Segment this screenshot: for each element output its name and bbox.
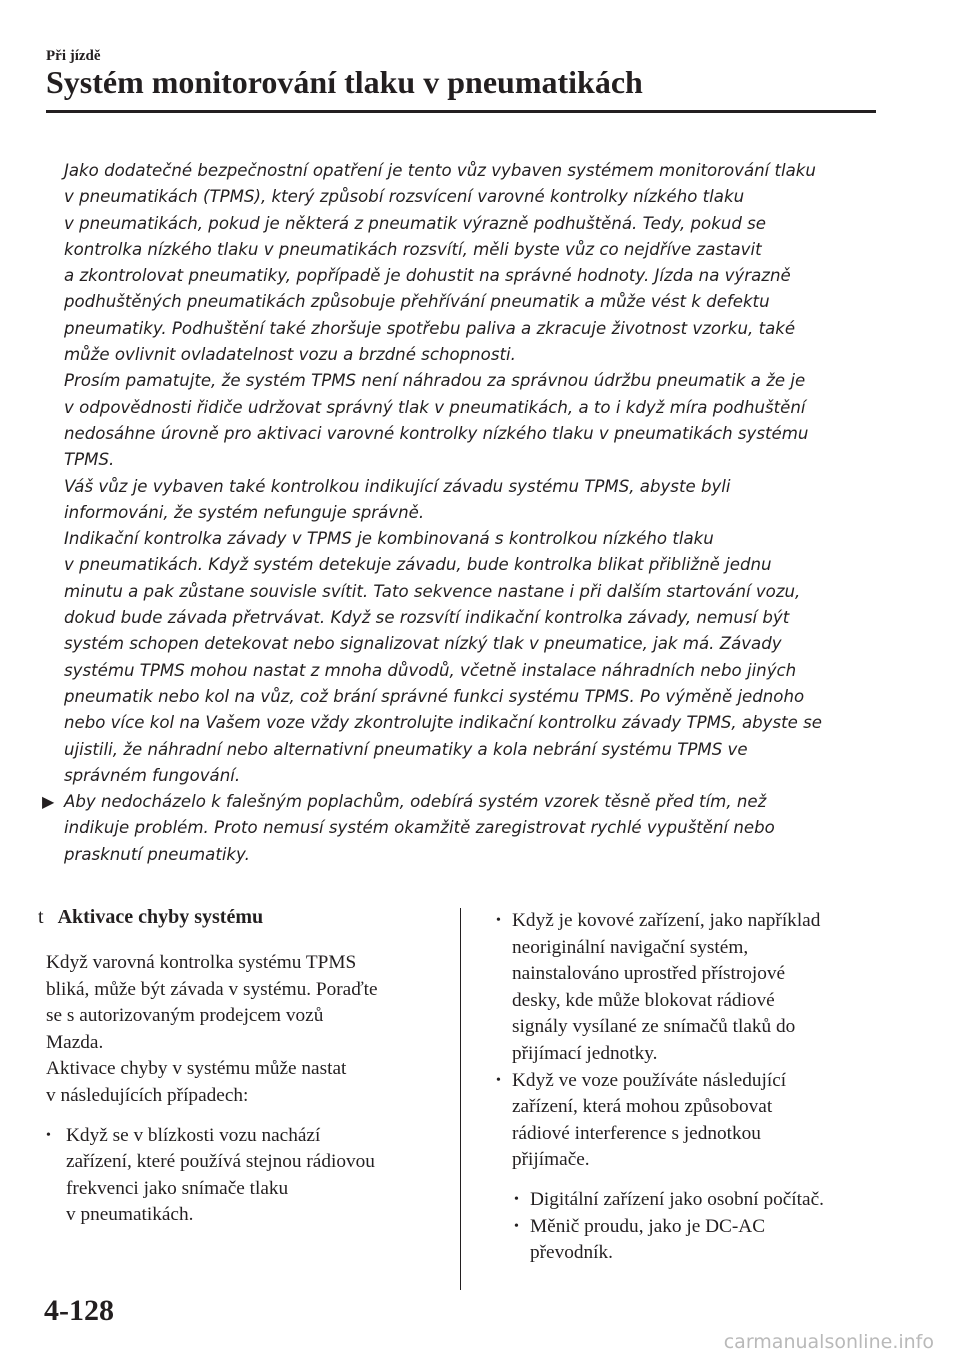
- intro-line: informováni, že systém nefunguje správně.: [64, 502, 425, 522]
- bullet-line: zařízení, která mohou způsobovat: [512, 1096, 773, 1118]
- bullet-line: neoriginální navigační systém,: [512, 936, 749, 958]
- bullet-list: [496, 908, 896, 1174]
- intro-line: a zkontrolovat pneumatiky, popřípadě je dohustit na správné hodnoty. Jízda na výrazně: [64, 266, 791, 286]
- intro-line: ujistili, že náhradní nebo alternativní pneumatiky a kola nebrání systému TPMS ve: [64, 739, 748, 759]
- intro-line: správném fungování.: [64, 765, 241, 785]
- intro-line: nedosáhne úrovně pro aktivaci varovné kontrolky nízkého tlaku v pneumatikách systému: [64, 423, 809, 443]
- section-label: Při jízdě: [46, 48, 101, 64]
- bullet-line: Když ve voze používáte následující: [512, 1069, 787, 1091]
- bullet-line: signály vysílané ze snímačů tlaků do: [512, 1016, 796, 1038]
- intro-line: pneumatik nebo kol na vůz, což brání správné funkci systému TPMS. Po výměně jednoho: [64, 686, 805, 706]
- intro-paragraph: [64, 158, 876, 789]
- arrow-right-icon: ▶: [42, 792, 55, 812]
- note-line: Aby nedocházelo k falešným poplachům, odebírá systém vzorek těsně před tím, než: [64, 792, 767, 812]
- bullet-line: v pneumatikách.: [66, 1204, 194, 1226]
- note-line: prasknutí pneumatiky.: [64, 844, 250, 864]
- list-item: [496, 1068, 896, 1174]
- intro-line: Jako dodatečné bezpečnostní opatření je tento vůz vybaven systémem monitorování tlaku: [64, 161, 816, 180]
- intro-line: podhuštěných pneumatikách způsobuje přehřívání pneumatik a může vést k defektu: [64, 292, 770, 312]
- intro-line: dokud bude závada přetrvávat. Když se rozsvítí indikační kontrolka závady, nemusí být: [64, 608, 790, 628]
- bullet-line: přijímací jednotky.: [512, 1042, 658, 1064]
- left-paragraph: [46, 950, 446, 1110]
- intro-note: [42, 789, 876, 868]
- list-item: [46, 1123, 446, 1229]
- intro-line: pneumatiky. Podhuštění také zhoršuje spotřebu paliva a zkracuje životnost vzorku, také: [64, 318, 796, 338]
- bullet-icon: •: [496, 913, 501, 928]
- watermark: carmanualsonline.info: [723, 1331, 934, 1353]
- bullet-line: desky, kde může blokovat rádiové: [512, 989, 775, 1011]
- title-rule: [46, 110, 876, 113]
- list-item: [514, 1187, 896, 1214]
- left-line: se s autorizovaným prodejcem vozů: [46, 1005, 324, 1027]
- left-line: bliká, může být závada v systému. Poraďte: [46, 978, 378, 1000]
- sub-bullet-line: převodník.: [530, 1242, 613, 1264]
- left-line: v následujících případech:: [46, 1084, 249, 1106]
- bullet-line: nainstalováno uprostřed přístrojové: [512, 963, 786, 985]
- intro-block: [42, 158, 876, 868]
- page-number: 4-128: [44, 1294, 114, 1327]
- left-line: Aktivace chyby v systému může nastat: [46, 1058, 347, 1080]
- section-heading: [38, 906, 263, 929]
- intro-line: Prosím pamatujte, že systém TPMS není náhradou za správnou údržbu pneumatik a že je: [64, 371, 806, 391]
- intro-line: v odpovědnosti řidiče udržovat správný tlak v pneumatikách, a to i když míra podhuštění: [64, 397, 806, 417]
- bullet-list: [46, 1123, 446, 1229]
- bullet-line: rádiové interference s jednotkou: [512, 1122, 761, 1144]
- bullet-icon: •: [514, 1218, 519, 1234]
- bullet-icon: •: [514, 1191, 519, 1207]
- bullet-icon: •: [46, 1127, 51, 1143]
- intro-line: systému TPMS mohou nastat z mnoha důvodů, včetně instalace náhradních nebo jiných: [64, 660, 797, 680]
- intro-line: systém schopen detekovat nebo signalizovat nízký tlak v pneumatice, jak má. Závady: [64, 634, 782, 654]
- bullet-line: zařízení, které používá stejnou rádiovou: [66, 1151, 375, 1173]
- bullet-line: přijímače.: [512, 1149, 590, 1171]
- intro-line: minutu a pak zůstane souvisle svítit. Tato sekvence nastane i při dalším startování vozu,: [64, 581, 801, 601]
- sub-bullet-list: [496, 1187, 896, 1267]
- intro-line: kontrolka nízkého tlaku v pneumatikách rozsvítí, měli byste vůz co nejdříve zastavit: [64, 239, 762, 259]
- bullet-icon: •: [496, 1072, 501, 1088]
- sub-bullet-line: Digitální zařízení jako osobní počítač.: [530, 1188, 824, 1210]
- intro-line: Váš vůz je vybaven také kontrolkou indikující závadu systému TPMS, abyste byli: [64, 476, 731, 496]
- intro-line: TPMS.: [64, 450, 115, 470]
- left-column: [46, 950, 446, 1229]
- sub-bullet-line: Měnič proudu, jako je DC-AC: [530, 1215, 766, 1237]
- bullet-line: Když se v blízkosti vozu nachází: [66, 1124, 321, 1146]
- intro-line: nebo více kol na Vašem voze vždy zkontrolujte indikační kontrolku závady TPMS, abyste se: [64, 713, 822, 733]
- bullet-line: frekvenci jako snímače tlaku: [66, 1177, 289, 1199]
- left-line: Mazda.: [46, 1031, 104, 1053]
- list-item: [514, 1214, 896, 1267]
- page-title: Systém monitorování tlaku v pneumatikách: [46, 64, 643, 100]
- intro-line: v pneumatikách, pokud je některá z pneumatik výrazně podhuštěná. Tedy, pokud se: [64, 213, 766, 233]
- intro-line: může ovlivnit ovladatelnost vozu a brzdné schopnosti.: [64, 345, 516, 365]
- intro-line: v pneumatikách. Když systém detekuje závadu, bude kontrolka blikat přibližně jednu: [64, 555, 772, 575]
- intro-line: Indikační kontrolka závady v TPMS je kombinovaná s kontrolkou nízkého tlaku: [64, 529, 714, 549]
- right-column: [496, 908, 896, 1267]
- left-line: Když varovná kontrolka systému TPMS: [46, 952, 357, 973]
- intro-line: v pneumatikách (TPMS), který způsobí rozsvícení varovné kontrolky nízkého tlaku: [64, 187, 745, 207]
- list-item: [496, 908, 896, 1068]
- section-marker-icon: t: [38, 906, 44, 928]
- section-heading-text: Aktivace chyby systému: [57, 906, 264, 928]
- note-line: indikuje problém. Proto nemusí systém okamžitě zaregistrovat rychlé vypuštění nebo: [64, 818, 775, 838]
- bullet-line: Když je kovové zařízení, jako například: [512, 910, 821, 931]
- column-divider: [460, 908, 461, 1290]
